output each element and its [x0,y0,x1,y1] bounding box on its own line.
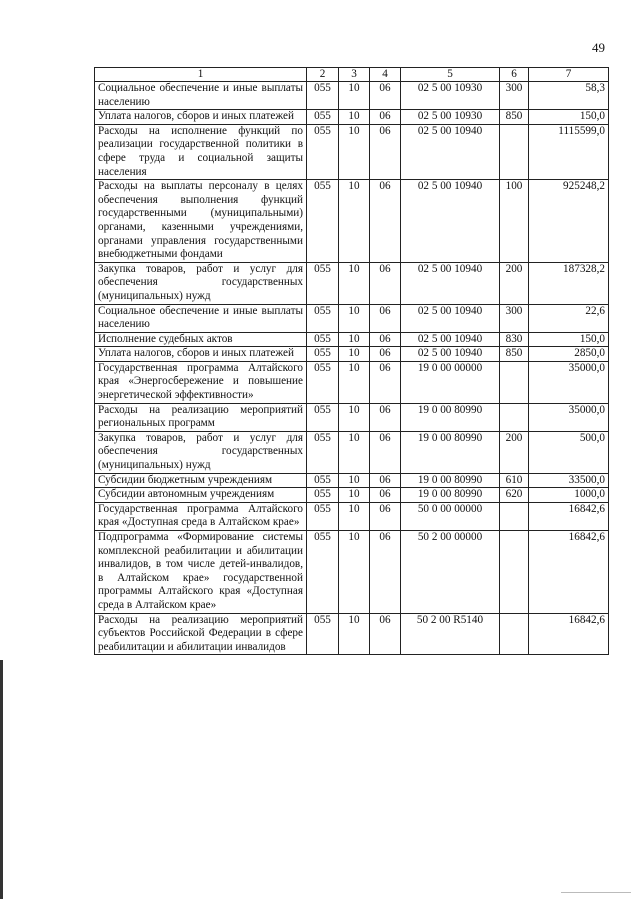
row-code-target: 50 2 00 00000 [401,531,500,614]
row-name: Исполнение судебных актов [95,332,307,347]
row-code-section: 10 [339,488,370,503]
row-code-section: 10 [339,361,370,403]
row-code-section: 10 [339,304,370,332]
row-amount: 150,0 [529,332,609,347]
row-code-admin: 055 [307,124,339,179]
row-code-target: 02 5 00 10940 [401,332,500,347]
row-name: Субсидии автономным учреждениям [95,488,307,503]
row-code-subsection: 06 [370,262,401,304]
row-name: Социальное обеспечение и иные выплаты населению [95,82,307,110]
row-name: Уплата налогов, сборов и иных платежей [95,347,307,362]
row-code-expense-type: 300 [500,304,529,332]
page-number: 49 [592,40,605,55]
row-code-target: 02 5 00 10930 [401,82,500,110]
row-code-subsection: 06 [370,304,401,332]
row-code-admin: 055 [307,332,339,347]
row-amount: 35000,0 [529,403,609,431]
row-code-subsection: 06 [370,502,401,530]
row-code-section: 10 [339,531,370,614]
budget-table [94,67,609,655]
row-name: Закупка товаров, работ и услуг для обеспечения государственных (муниципальных) нужд [95,431,307,473]
row-name: Расходы на выплаты персоналу в целях обеспечения выполнения функций государственными (муниципальными) органами, казенными учреждениями, органами управления государственными внебюджетными фондами [95,180,307,263]
row-code-target: 19 0 00 80990 [401,488,500,503]
row-code-subsection: 06 [370,613,401,655]
row-code-subsection: 06 [370,110,401,125]
row-name: Уплата налогов, сборов и иных платежей [95,110,307,125]
row-code-subsection: 06 [370,347,401,362]
row-code-section: 10 [339,502,370,530]
row-code-expense-type [500,124,529,179]
row-code-expense-type [500,403,529,431]
table-row [95,110,609,125]
row-code-subsection: 06 [370,361,401,403]
row-code-section: 10 [339,332,370,347]
row-code-target: 19 0 00 00000 [401,361,500,403]
table-row [95,403,609,431]
scan-mark [561,892,631,893]
row-name: Подпрограмма «Формирование системы комплексной реабилитации и абилитации инвалидов, в том числе детей-инвалидов, в Алтайском крае» государственной программы Алтайского края «Доступная среда в Алтайском крае» [95,531,307,614]
header-col-5: 5 [401,68,500,82]
row-code-admin: 055 [307,613,339,655]
table-row [95,613,609,655]
table-row [95,82,609,110]
row-code-subsection: 06 [370,473,401,488]
row-amount: 187328,2 [529,262,609,304]
row-code-expense-type [500,361,529,403]
row-code-section: 10 [339,347,370,362]
row-code-section: 10 [339,473,370,488]
table-row [95,262,609,304]
row-amount: 2850,0 [529,347,609,362]
row-name: Расходы на реализацию мероприятий региональных программ [95,403,307,431]
row-amount: 16842,6 [529,502,609,530]
row-code-admin: 055 [307,110,339,125]
row-code-section: 10 [339,262,370,304]
row-code-section: 10 [339,431,370,473]
table-row [95,124,609,179]
table-row [95,531,609,614]
row-amount: 500,0 [529,431,609,473]
row-code-admin: 055 [307,347,339,362]
row-code-admin: 055 [307,304,339,332]
table-row [95,361,609,403]
header-col-4: 4 [370,68,401,82]
row-name: Государственная программа Алтайского края «Доступная среда в Алтайском крае» [95,502,307,530]
row-code-target: 50 0 00 00000 [401,502,500,530]
row-code-expense-type [500,613,529,655]
row-code-subsection: 06 [370,531,401,614]
row-amount: 35000,0 [529,361,609,403]
row-code-target: 02 5 00 10940 [401,180,500,263]
table-header-row [95,68,609,82]
row-code-subsection: 06 [370,180,401,263]
row-code-section: 10 [339,124,370,179]
table-row [95,347,609,362]
row-amount: 150,0 [529,110,609,125]
row-code-admin: 055 [307,262,339,304]
row-code-subsection: 06 [370,124,401,179]
row-code-subsection: 06 [370,403,401,431]
row-amount: 925248,2 [529,180,609,263]
table-row [95,180,609,263]
row-code-target: 19 0 00 80990 [401,403,500,431]
row-code-subsection: 06 [370,488,401,503]
row-code-admin: 055 [307,431,339,473]
row-code-target: 19 0 00 80990 [401,431,500,473]
table-row [95,304,609,332]
row-code-admin: 055 [307,488,339,503]
table-row [95,488,609,503]
row-code-expense-type: 200 [500,431,529,473]
row-code-expense-type: 200 [500,262,529,304]
row-code-target: 50 2 00 R5140 [401,613,500,655]
header-col-3: 3 [339,68,370,82]
header-col-7: 7 [529,68,609,82]
row-amount: 33500,0 [529,473,609,488]
row-code-target: 02 5 00 10940 [401,124,500,179]
row-code-subsection: 06 [370,431,401,473]
row-code-admin: 055 [307,502,339,530]
row-code-target: 02 5 00 10940 [401,304,500,332]
row-name: Закупка товаров, работ и услуг для обеспечения государственных (муниципальных) нужд [95,262,307,304]
row-code-expense-type: 830 [500,332,529,347]
row-name: Государственная программа Алтайского края «Энергосбережение и повышение энергетической эффективности» [95,361,307,403]
row-code-section: 10 [339,180,370,263]
row-name: Расходы на исполнение функций по реализации государственной политики в сфере труда и социальной защиты населения [95,124,307,179]
header-col-1: 1 [95,68,307,82]
row-code-expense-type [500,531,529,614]
table-row [95,332,609,347]
row-code-expense-type: 610 [500,473,529,488]
row-code-admin: 055 [307,82,339,110]
header-col-6: 6 [500,68,529,82]
row-code-target: 02 5 00 10930 [401,110,500,125]
table-row [95,502,609,530]
row-code-expense-type: 300 [500,82,529,110]
row-code-expense-type: 850 [500,110,529,125]
table-row [95,473,609,488]
row-code-section: 10 [339,613,370,655]
row-code-target: 19 0 00 80990 [401,473,500,488]
table-body [95,82,609,655]
row-code-expense-type: 100 [500,180,529,263]
row-code-section: 10 [339,403,370,431]
header-col-2: 2 [307,68,339,82]
row-code-section: 10 [339,82,370,110]
row-amount: 1000,0 [529,488,609,503]
row-code-expense-type [500,502,529,530]
row-code-section: 10 [339,110,370,125]
row-code-target: 02 5 00 10940 [401,347,500,362]
table-row [95,431,609,473]
row-name: Субсидии бюджетным учреждениям [95,473,307,488]
row-code-admin: 055 [307,180,339,263]
row-amount: 1115599,0 [529,124,609,179]
row-code-target: 02 5 00 10940 [401,262,500,304]
row-code-subsection: 06 [370,332,401,347]
row-name: Расходы на реализацию мероприятий субъектов Российской Федерации в сфере реабилитации и абилитации инвалидов [95,613,307,655]
row-amount: 16842,6 [529,531,609,614]
row-amount: 58,3 [529,82,609,110]
row-code-admin: 055 [307,473,339,488]
row-amount: 16842,6 [529,613,609,655]
row-code-subsection: 06 [370,82,401,110]
row-code-admin: 055 [307,361,339,403]
row-amount: 22,6 [529,304,609,332]
row-code-expense-type: 620 [500,488,529,503]
row-code-admin: 055 [307,531,339,614]
row-code-admin: 055 [307,403,339,431]
row-code-expense-type: 850 [500,347,529,362]
row-name: Социальное обеспечение и иные выплаты населению [95,304,307,332]
scan-edge-bar [0,660,3,899]
